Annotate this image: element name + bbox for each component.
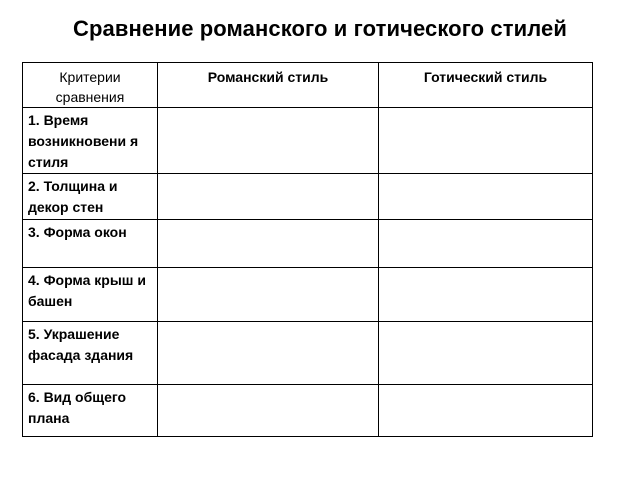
criterion-cell: 4. Форма крыш и башен (23, 268, 158, 322)
table-header-row (23, 63, 593, 108)
header-romanesque: Романский стиль (158, 63, 379, 108)
criterion-cell: 2. Толщина и декор стен (23, 174, 158, 220)
gothic-cell[interactable] (379, 108, 593, 174)
gothic-cell[interactable] (379, 220, 593, 268)
romanesque-cell[interactable] (158, 108, 379, 174)
criterion-cell: 1. Время возникновени я стиля (23, 108, 158, 174)
criterion-cell: 5. Украшение фасада здания (23, 322, 158, 385)
page-title: Сравнение романского и готического стилей (73, 16, 567, 41)
criterion-cell: 3. Форма окон (23, 220, 158, 268)
gothic-cell[interactable] (379, 385, 593, 437)
romanesque-cell[interactable] (158, 174, 379, 220)
gothic-cell[interactable] (379, 322, 593, 385)
header-gothic: Готический стиль (379, 63, 593, 108)
table-row (23, 108, 593, 174)
table-row (23, 385, 593, 437)
criterion-cell: 6. Вид общего плана (23, 385, 158, 437)
table-row (23, 322, 593, 385)
gothic-cell[interactable] (379, 268, 593, 322)
comparison-table (22, 62, 593, 437)
table-row (23, 268, 593, 322)
table-row (23, 174, 593, 220)
header-criteria: Критерии сравнения (23, 63, 158, 108)
romanesque-cell[interactable] (158, 322, 379, 385)
romanesque-cell[interactable] (158, 385, 379, 437)
gothic-cell[interactable] (379, 174, 593, 220)
romanesque-cell[interactable] (158, 220, 379, 268)
romanesque-cell[interactable] (158, 268, 379, 322)
table-row (23, 220, 593, 268)
